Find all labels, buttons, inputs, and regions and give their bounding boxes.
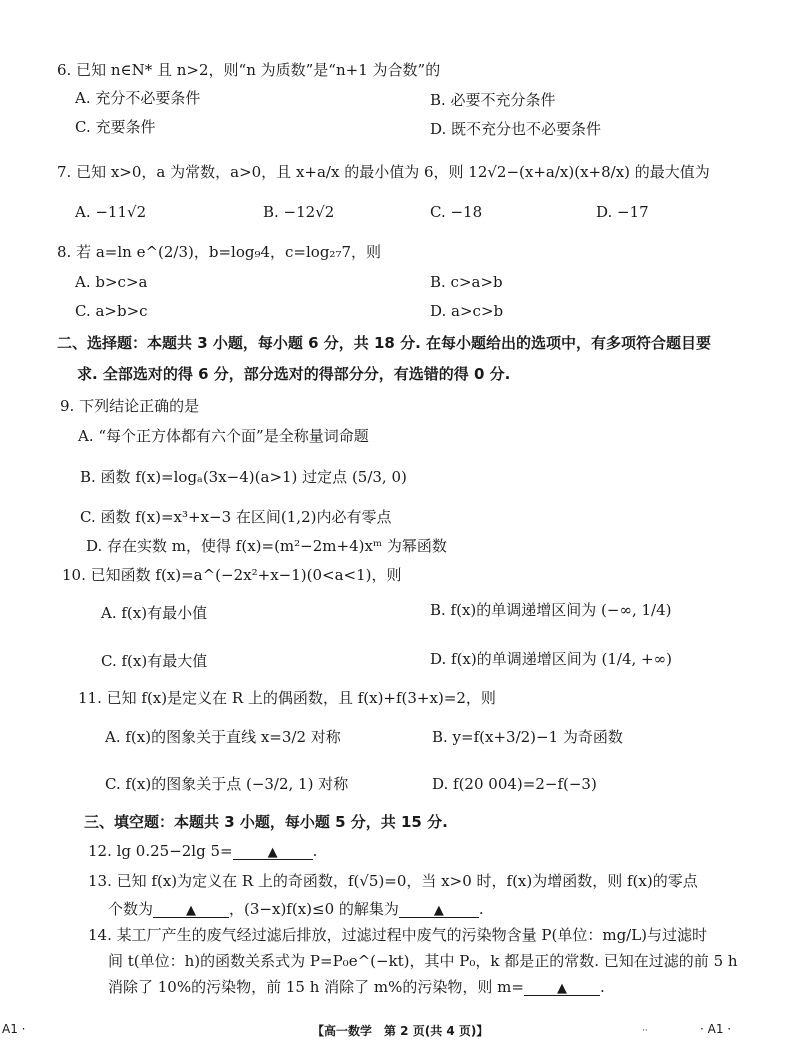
q8-option-c: C. a>b>c [75, 302, 148, 320]
q9-option-d: D. 存在实数 m，使得 f(x)=(m²−2m+4)xᵐ 为幂函数 [86, 537, 447, 555]
q6-option-d: D. 既不充分也不必要条件 [430, 120, 602, 138]
section2-heading-line2: 求. 全部选对的得 6 分，部分选对的得部分分，有选错的得 0 分. [77, 365, 511, 383]
answer-triangle-icon: ▲ [433, 903, 444, 918]
footer-right-code: · A1 · [700, 1022, 732, 1036]
q7-option-b: B. −12√2 [263, 203, 335, 221]
q9-option-c: C. 函数 f(x)=x³+x−3 在区间(1,2)内必有零点 [80, 508, 392, 526]
q9-stem: 9. 下列结论正确的是 [60, 397, 200, 415]
q11-option-c: C. f(x)的图象关于点 (−3/2, 1) 对称 [105, 775, 349, 793]
q7-option-c: C. −18 [430, 203, 483, 221]
q10-option-c: C. f(x)有最大值 [101, 652, 208, 670]
q12-answer-blank[interactable] [233, 841, 313, 860]
answer-triangle-icon: ▲ [186, 903, 197, 918]
section2-heading-line1: 二、选择题：本题共 3 小题，每小题 6 分，共 18 分. 在每小题给出的选项中，有多项符合题目要 [57, 334, 712, 352]
q11-option-b: B. y=f(x+3/2)−1 为奇函数 [432, 728, 623, 746]
answer-triangle-icon: ▲ [556, 981, 567, 996]
q6-option-c: C. 充要条件 [75, 118, 156, 136]
q12-text: 12. lg 0.25−2lg 5= [88, 842, 233, 860]
answer-triangle-icon: ▲ [267, 845, 278, 860]
q6-option-a: A. 充分不必要条件 [75, 89, 201, 107]
q12-line [88, 841, 317, 861]
q13-answer-blank-1[interactable] [153, 899, 229, 918]
q13-answer-blank-2[interactable] [399, 899, 479, 918]
footer-left-code: A1 · [2, 1022, 26, 1036]
q13-line1: 13. 已知 f(x)为定义在 R 上的奇函数，f(√5)=0，当 x>0 时，f(x)为增函数，则 f(x)的零点 [88, 872, 698, 890]
q10-option-a: A. f(x)有最小值 [101, 604, 208, 622]
q11-option-a: A. f(x)的图象关于直线 x=3/2 对称 [105, 728, 341, 746]
q11-stem: 11. 已知 f(x)是定义在 R 上的偶函数，且 f(x)+f(3+x)=2，则 [78, 689, 496, 707]
q8-option-d: D. a>c>b [430, 302, 504, 320]
footer-mark: ·· [642, 1026, 648, 1036]
q6-stem: 6. 已知 n∈N* 且 n>2，则“n 为质数”是“n+1 为合数”的 [57, 61, 441, 79]
q11-option-d: D. f(20 004)=2−f(−3) [432, 775, 597, 793]
q10-stem: 10. 已知函数 f(x)=a^(−2x²+x−1)(0<a<1)，则 [62, 566, 402, 584]
q14-line3 [108, 977, 605, 997]
q9-option-b: B. 函数 f(x)=logₐ(3x−4)(a>1) 过定点 (5/3, 0) [80, 468, 407, 486]
q12-end: . [312, 842, 318, 860]
footer-page-info: 【高一数学 第 2 页(共 4 页)】 [312, 1024, 489, 1038]
section3-heading: 三、填空题：本题共 3 小题，每小题 5 分，共 15 分. [84, 813, 448, 831]
q14-text: 消除了 10%的污染物，前 15 h 消除了 m%的污染物，则 m= [108, 978, 524, 996]
q7-stem: 7. 已知 x>0，a 为常数，a>0，且 x+a/x 的最小值为 6，则 12√2−(x+a/x)(x+8/x) 的最大值为 [57, 163, 710, 181]
q10-option-d: D. f(x)的单调递增区间为 (1/4, +∞) [430, 650, 672, 668]
q14-end: . [599, 978, 605, 996]
q7-option-d: D. −17 [596, 203, 649, 221]
q14-answer-blank[interactable] [524, 977, 600, 996]
q6-option-b: B. 必要不充分条件 [430, 91, 556, 109]
q13-text-b: ，(3−x)f(x)≤0 的解集为 [229, 900, 399, 918]
q14-line2: 间 t(单位：h)的函数关系式为 P=P₀e^(−kt)，其中 P₀，k 都是正的常数. 已知在过滤的前 5 h [108, 952, 738, 970]
q9-option-a: A. “每个正方体都有六个面”是全称量词命题 [78, 427, 369, 445]
q10-option-b: B. f(x)的单调递增区间为 (−∞, 1/4) [430, 601, 672, 619]
q8-stem: 8. 若 a=ln e^(2/3)，b=log₉4，c=log₂₇7，则 [57, 243, 382, 261]
q13-line2 [108, 899, 484, 919]
q8-option-a: A. b>c>a [75, 273, 148, 291]
q13-end: . [478, 900, 484, 918]
q13-text-a: 个数为 [108, 900, 154, 918]
q8-option-b: B. c>a>b [430, 273, 503, 291]
q7-option-a: A. −11√2 [75, 203, 147, 221]
q14-line1: 14. 某工厂产生的废气经过滤后排放，过滤过程中废气的污染物含量 P(单位：mg/L)与过滤时 [88, 926, 708, 944]
